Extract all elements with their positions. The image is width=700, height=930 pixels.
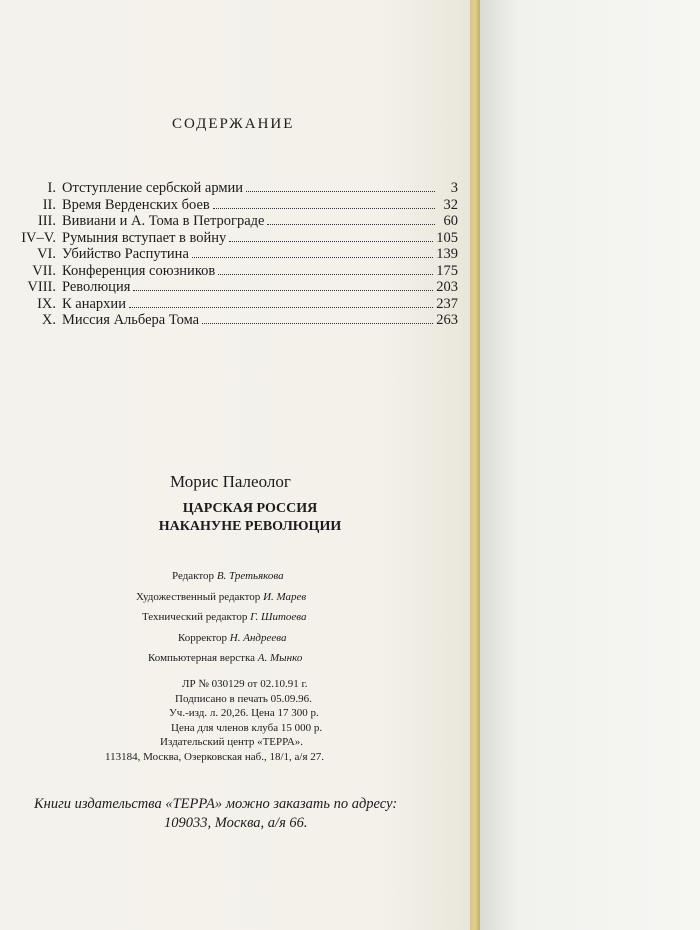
- toc-page-number: 237: [436, 295, 458, 312]
- toc-chapter-title: Революция: [62, 279, 131, 295]
- credit-name: А. Мынко: [257, 652, 303, 664]
- toc-chapter-title: Отступление сербской армии: [62, 180, 244, 196]
- order-note-line: 109033, Москва, а/я 66.: [164, 815, 308, 831]
- toc-entry: [0, 296, 458, 313]
- credit-line: [120, 628, 420, 649]
- toc-page-number: 32: [443, 196, 458, 213]
- imprint-line: ЛР № 030129 от 02.10.91 г.: [182, 678, 308, 690]
- imprint-block: [0, 677, 460, 764]
- toc-chapter-number: VI.: [37, 246, 56, 262]
- table-of-contents: [0, 180, 458, 329]
- toc-page-number: 175: [436, 262, 458, 279]
- toc-page-number: 3: [450, 180, 458, 196]
- right-page: [480, 0, 700, 930]
- toc-chapter-number: VII.: [32, 262, 56, 279]
- toc-leader-dots: [229, 241, 433, 242]
- toc-leader-dots: [267, 224, 435, 225]
- toc-leader-dots: [202, 323, 433, 324]
- credit-name: В. Третьякова: [216, 570, 284, 582]
- toc-chapter-number: I.: [47, 180, 56, 196]
- book-spine: [470, 0, 480, 930]
- book-title-line: ЦАРСКАЯ РОССИЯ: [182, 501, 318, 516]
- credit-name: Г. Шитоева: [250, 611, 307, 623]
- toc-entry: [0, 213, 458, 230]
- toc-chapter-title: Вивиани и А. Тома в Петрограде: [62, 213, 265, 229]
- toc-chapter-title: К анархии: [62, 295, 126, 312]
- credit-line: [120, 566, 420, 587]
- toc-chapter-title: Убийство Распутина: [62, 246, 189, 262]
- book-author: Морис Палеолог: [170, 472, 291, 491]
- toc-chapter-number: X.: [41, 312, 56, 328]
- credit-name: И. Марев: [263, 590, 307, 603]
- toc-leader-dots: [246, 191, 435, 192]
- toc-entry: [0, 312, 458, 329]
- imprint-line: Подписано в печать 05.09.96.: [175, 692, 312, 705]
- toc-chapter-number: III.: [37, 213, 56, 229]
- book-title: [100, 500, 400, 536]
- credits-block: [120, 566, 420, 669]
- credit-role: Технический редактор: [142, 611, 248, 623]
- order-note-line: Книги издательства «ТЕРРА» можно заказать по адресу:: [34, 796, 398, 812]
- toc-leader-dots: [129, 307, 433, 308]
- toc-page-number: 263: [436, 312, 458, 328]
- imprint-line: Издательский центр «ТЕРРА».: [160, 736, 304, 748]
- toc-leader-dots: [192, 257, 433, 258]
- toc-chapter-title: Время Верденских боев: [62, 196, 210, 213]
- toc-leader-dots: [133, 290, 433, 291]
- toc-leader-dots: [218, 274, 433, 275]
- toc-entry: [0, 230, 458, 247]
- toc-leader-dots: [213, 208, 435, 209]
- toc-entry: [0, 263, 458, 280]
- toc-chapter-title: Конференция союзников: [62, 262, 216, 279]
- toc-page-number: 139: [436, 246, 458, 262]
- toc-entry: [0, 180, 458, 197]
- credit-role: Корректор: [178, 631, 228, 644]
- credit-role: Компьютерная верстка: [148, 652, 256, 664]
- credit-role: Редактор: [172, 570, 215, 582]
- credit-line: [120, 607, 420, 628]
- toc-entry: [0, 279, 458, 296]
- toc-chapter-number: IV–V.: [21, 229, 56, 246]
- credit-role: Художественный редактор: [136, 590, 261, 603]
- toc-page-number: 105: [436, 229, 458, 246]
- toc-entry: [0, 246, 458, 263]
- toc-page-number: 203: [436, 279, 458, 295]
- book-title-line: НАКАНУНЕ РЕВОЛЮЦИИ: [158, 519, 342, 534]
- toc-entry: [0, 197, 458, 214]
- imprint-line: Цена для членов клуба 15 000 р.: [171, 721, 323, 734]
- order-note: [34, 795, 474, 833]
- credit-line: [120, 587, 420, 608]
- toc-chapter-number: VIII.: [27, 279, 56, 295]
- toc-chapter-title: Миссия Альбера Тома: [62, 312, 200, 328]
- toc-chapter-number: IX.: [37, 295, 56, 312]
- toc-chapter-number: II.: [42, 196, 56, 213]
- imprint-line: Уч.-изд. л. 20,26. Цена 17 300 р.: [169, 707, 319, 719]
- toc-page-number: 60: [443, 213, 458, 229]
- imprint-line: 113184, Москва, Озерковская наб., 18/1, а/я 27.: [105, 750, 325, 763]
- contents-heading: СОДЕРЖАНИЕ: [172, 116, 295, 132]
- credit-line: [120, 648, 420, 669]
- toc-chapter-title: Румыния вступает в войну: [62, 229, 227, 246]
- credit-name: Н. Андреева: [229, 631, 287, 644]
